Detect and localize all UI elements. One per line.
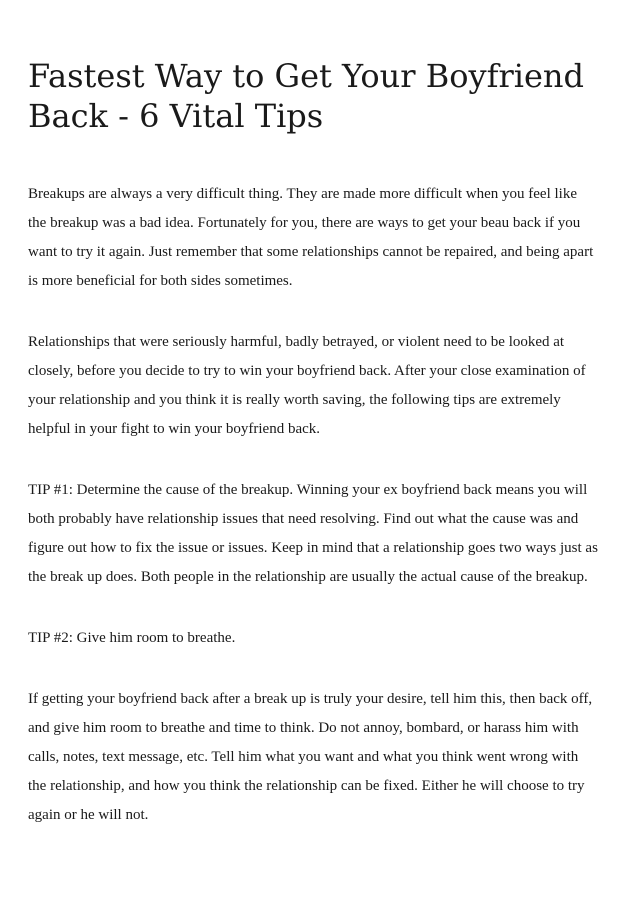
paragraph-intro: Breakups are always a very difficult thing. They are made more difficult when you feel like the breakup was a bad idea. Fortunately for you, there are ways to get your beau back if you want to try it again. Just remember that some relationships cannot be repaired, and being apart is more beneficial for both sides sometimes.: [28, 186, 594, 290]
document-body: [28, 180, 598, 830]
paragraph-tip-2-heading: TIP #2: Give him room to breathe.: [28, 630, 236, 647]
paragraph-tip-2-body: If getting your boyfriend back after a break up is truly your desire, tell him this, then back off, and give him room to breathe and time to think. Do not annoy, bombard, or harass him with calls, notes, text message, etc. Tell him what you want and what you think went wrong with the relationship, and how you think the relationship can be fixed. Either he will choose to try again or he will not.: [28, 691, 593, 824]
paragraph-relationships: Relationships that were seriously harmful, badly betrayed, or violent need to be looked at closely, before you decide to try to win your boyfriend back. After your close examination of your relationship and you think it is really worth saving, the following tips are extremely helpful in your fight to win your boyfriend back.: [28, 334, 586, 438]
document-title: Fastest Way to Get Your Boyfriend Back - 6 Vital Tips: [28, 57, 584, 135]
paragraph-tip-1: TIP #1: Determine the cause of the breakup. Winning your ex boyfriend back means you will both probably have relationship issues that need resolving. Find out what the cause was and figure out how to fix the issue or issues. Keep in mind that a relationship goes two ways just as the break up does. Both people in the relationship are usually the actual cause of the breakup.: [28, 482, 598, 586]
